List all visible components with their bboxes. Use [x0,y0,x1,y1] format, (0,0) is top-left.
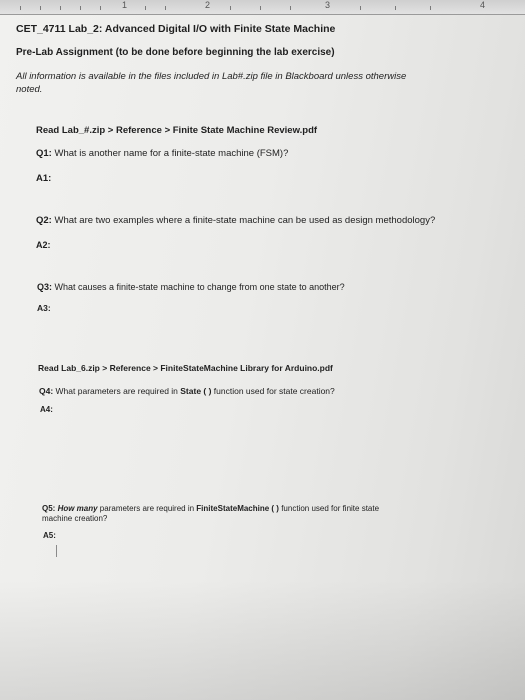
q4-text-a: What parameters are required in [53,386,181,396]
q3-text: What causes a finite-state machine to change from one state to another? [52,282,345,292]
ruler-tick [80,6,81,10]
q4-label: Q4: [39,386,54,396]
q5-emphasis: How many [55,504,98,513]
ruler-mark: 2 [205,0,211,10]
ruler-tick [40,6,41,10]
ruler-tick [290,6,291,10]
page-shadow [0,580,525,700]
ruler-tick [100,6,101,10]
q3-label: Q3: [37,282,53,292]
question-4 [39,386,335,396]
q4-text-c: function used for state creation? [211,386,335,396]
ruler-mark: 3 [325,0,331,10]
answer-1-label: A1: [36,173,52,184]
q1-text: What is another name for a finite-state machine (FSM)? [51,148,289,159]
q5-text-b: parameters are required in [97,504,197,513]
question-5 [42,504,379,513]
ruler-tick [60,6,61,10]
ruler-tick [260,6,261,10]
document-page[interactable] [0,15,525,700]
ruler-tick [360,6,361,10]
text-cursor [56,545,57,557]
ruler-tick [20,6,21,10]
info-text-line1: All information is available in the files included in Lab#.zip file in Blackboard unless otherwise [16,71,407,82]
ruler-tick [395,6,396,10]
ruler-tick [165,6,166,10]
answer-4-label: A4: [40,405,53,414]
q2-label: Q2: [36,215,52,226]
info-text-line2: noted. [16,84,43,95]
q5-label: Q5: [42,504,56,513]
reading-instruction-1: Read Lab_#.zip > Reference > Finite State Machine Review.pdf [36,125,318,136]
document-ruler [0,0,525,15]
title-prefix: CET_4711 Lab_2: [16,23,105,35]
doc-title [16,23,335,35]
question-2 [36,215,435,226]
answer-5-label: A5: [43,531,56,540]
q5-function-name: FiniteStateMachine ( ) [196,504,279,513]
question-1 [36,148,288,159]
reading-instruction-2: Read Lab_6.zip > Reference > FiniteStateMachine Library for Arduino.pdf [38,363,333,373]
ruler-tick [430,6,431,10]
ruler-tick [230,6,231,10]
title-main: Advanced Digital I/O with Finite State Machine [104,23,336,35]
answer-2-label: A2: [36,240,51,250]
q4-function-name: State ( ) [180,386,212,396]
ruler-tick [145,6,146,10]
ruler-mark: 1 [122,0,128,10]
question-5-line2: machine creation? [42,514,108,523]
question-3 [37,282,345,292]
q1-label: Q1: [36,148,52,159]
q5-text-d: function used for finite state [278,504,380,513]
prelab-heading: Pre-Lab Assignment (to be done before beginning the lab exercise) [16,47,335,58]
answer-3-label: A3: [37,303,51,313]
ruler-mark: 4 [480,0,486,10]
q2-text: What are two examples where a finite-state machine can be used as design methodology? [51,215,436,226]
